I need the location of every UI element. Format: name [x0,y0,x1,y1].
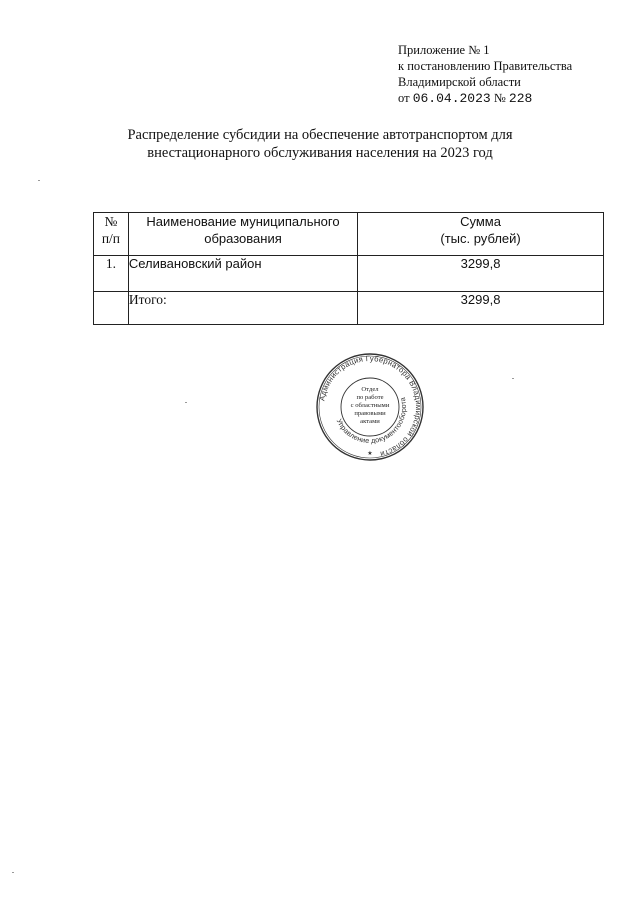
official-seal [315,352,425,462]
row-sum: 3299,8 [358,256,604,292]
appendix-line-3: Владимирской области [398,75,521,89]
seal-star-icon: ★ [367,451,373,457]
document-title [0,126,640,162]
seal-inner-text: Управление документооборота [334,396,409,446]
row-num: 1. [94,256,129,292]
seal-center-line-5: актами [360,418,380,425]
scan-speck [512,378,514,379]
header-name [128,213,357,256]
seal-center-line-1: Отдел [361,386,379,393]
scan-speck [185,402,187,403]
table-total-row [94,292,604,325]
appendix-header [398,42,572,107]
seal-center-line-4: правовыми [354,410,386,417]
seal-center-line-3: с областными [350,402,390,409]
header-name-line-1: Наименование муниципального [146,214,340,229]
decree-number: 228 [508,91,533,106]
table-row [94,256,604,292]
header-num-line-2: п/п [101,231,121,246]
date-prefix: от [398,91,410,105]
row-name: Селивановский район [128,256,357,292]
appendix-line-2: к постановлению Правительства [398,59,573,73]
appendix-line-1: Приложение № 1 [398,43,490,57]
seal-graphic [315,352,425,462]
header-num [94,213,129,256]
scan-speck [38,180,40,181]
total-label: Итого: [128,292,357,325]
total-sum: 3299,8 [358,292,604,325]
scan-speck [12,872,14,873]
seal-outer-text: Администрация Губернатора Владимирской области [317,353,424,459]
header-name-line-2: образования [204,231,282,246]
total-num [94,292,129,325]
seal-center-line-2: по работе [356,394,384,401]
header-sum-line-2: (тыс. рублей) [440,231,521,246]
decree-date: 06.04.2023 [412,91,491,106]
title-line-2: внестационарного обслуживания населения на 2023 год [147,145,493,161]
header-num-line-1: № [104,214,118,229]
appendix-date-line [398,90,572,107]
header-sum [358,213,604,256]
distribution-table [93,212,604,325]
number-sign: № [493,91,506,105]
table-header-row [94,213,604,256]
title-line-1: Распределение субсидии на обеспечение автотранспортом для [127,127,513,143]
header-sum-line-1: Сумма [460,214,501,229]
